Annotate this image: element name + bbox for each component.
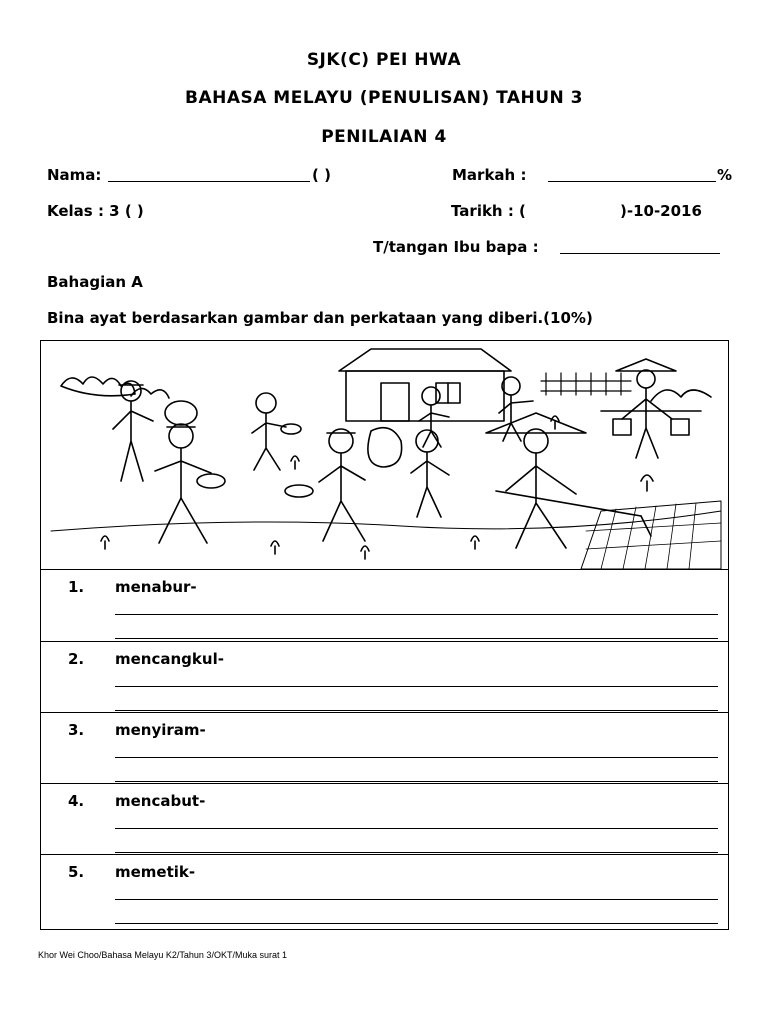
kelas-label: Kelas : 3 ( ) bbox=[47, 202, 144, 220]
question-number: 3. bbox=[68, 721, 85, 739]
ibubapa-signature-field[interactable] bbox=[560, 253, 720, 254]
subject-title: BAHASA MELAYU (PENULISAN) TAHUN 3 bbox=[184, 88, 584, 108]
question-frame bbox=[40, 340, 729, 930]
tarikh-suffix: )-10-2016 bbox=[620, 202, 702, 220]
question-word: mencangkul- bbox=[115, 650, 224, 668]
markah-percent: % bbox=[717, 166, 733, 184]
answer-line[interactable] bbox=[115, 686, 718, 687]
answer-line[interactable] bbox=[115, 710, 718, 711]
page-footer: Khor Wei Choo/Bahasa Melayu K2/Tahun 3/OKT/Muka surat 1 bbox=[38, 950, 287, 960]
nama-number-paren: ( ) bbox=[312, 166, 331, 184]
question-row-5 bbox=[41, 854, 728, 929]
section-instruction: Bina ayat berdasarkan gambar dan perkataan yang diberi.(10%) bbox=[47, 309, 593, 327]
ibubapa-label: T/tangan Ibu bapa : bbox=[373, 238, 539, 256]
question-row-1 bbox=[41, 569, 728, 641]
answer-line[interactable] bbox=[115, 614, 718, 615]
question-word: menyiram- bbox=[115, 721, 206, 739]
nama-field[interactable] bbox=[108, 181, 310, 182]
question-number: 4. bbox=[68, 792, 85, 810]
question-word: mencabut- bbox=[115, 792, 206, 810]
answer-line[interactable] bbox=[115, 638, 718, 639]
question-row-3 bbox=[41, 712, 728, 783]
section-name: Bahagian A bbox=[47, 273, 143, 291]
question-number: 1. bbox=[68, 578, 85, 596]
answer-line[interactable] bbox=[115, 828, 718, 829]
answer-line[interactable] bbox=[115, 781, 718, 782]
assessment-title: PENILAIAN 4 bbox=[321, 127, 447, 147]
tarikh-label: Tarikh : ( bbox=[451, 202, 526, 220]
question-row-4 bbox=[41, 783, 728, 854]
markah-field[interactable] bbox=[548, 181, 716, 182]
answer-line[interactable] bbox=[115, 852, 718, 853]
answer-line[interactable] bbox=[115, 757, 718, 758]
question-row-2 bbox=[41, 641, 728, 712]
answer-line[interactable] bbox=[115, 923, 718, 924]
answer-line[interactable] bbox=[115, 899, 718, 900]
question-word: memetik- bbox=[115, 863, 196, 881]
school-name: SJK(C) PEI HWA bbox=[306, 50, 462, 70]
question-number: 2. bbox=[68, 650, 85, 668]
question-word: menabur- bbox=[115, 578, 197, 596]
markah-label: Markah : bbox=[452, 166, 527, 184]
farm-scene-illustration bbox=[41, 341, 728, 569]
nama-label: Nama: bbox=[47, 166, 102, 184]
question-number: 5. bbox=[68, 863, 85, 881]
